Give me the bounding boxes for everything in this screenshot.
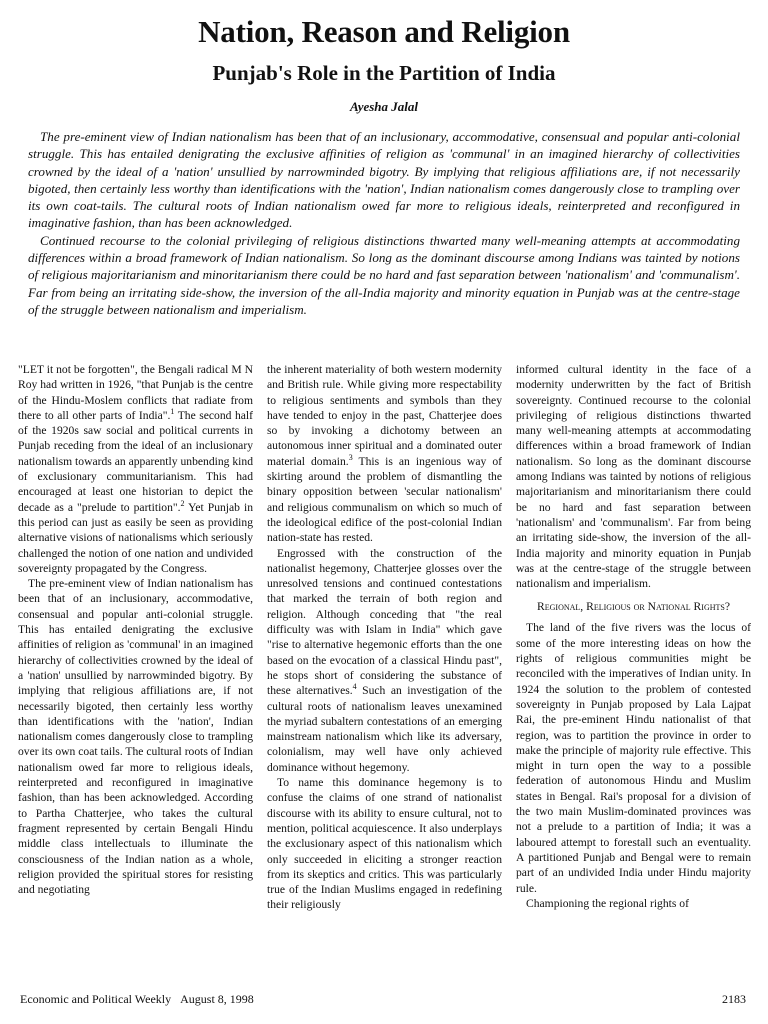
article-subtitle: Punjab's Role in the Partition of India bbox=[212, 61, 556, 85]
footnote-ref[interactable]: 4 bbox=[352, 682, 357, 692]
body-paragraph: The land of the five rivers was the locus of some of the more interesting ideas on how the rights of religious communities might be reconciled with the imperatives of Indian unity. In 1924 the solution to the problem of contested sovereignty in Punjab proposed by Lala Lajpat Rai, the pre-eminent Hindu nationalist of that region, was to partition the province in order to make the principle of majority rule effective. This might in turn open the way to a possible federation of autonomous Hindu and Muslim states in Bengal. Rai's proposal for a division of the two main Muslim-dominated provinces was not a prelude to a partition of India; it was a laboured attempt to forestall such an eventuality. A partitioned Punjab and Bengal were to remain part of an undivided India under Hindu majority rule. bbox=[516, 621, 751, 895]
issue-date: August 8, 1998 bbox=[180, 992, 254, 1006]
body-paragraph: Championing the regional rights of bbox=[526, 896, 689, 910]
column-3 bbox=[516, 362, 751, 976]
column-1 bbox=[18, 362, 253, 976]
body-columns bbox=[18, 362, 752, 976]
abstract-paragraph: Continued recourse to the colonial privileging of religious distinctions thwarted many well-meaning attempts at accommodating differences within a broad framework of Indian nationalism. So long as the dominant discourse among Indians was tainted by notions of religious majoritarianism and minoritarianism there could be no hard and fast separation between 'nationalism' and 'communalism'. Far from being an irritating side-show, the inversion of the all-India majority and minority equation in Punjab was at the centre-stage of the struggle between nationalism and imperialism. bbox=[28, 232, 740, 317]
body-paragraph: the inherent materiality of both western modernity and British rule. While giving more respectability to religious sentiments and symbols than they have tended to enjoy in the past, Chatterjee does so by invoking a dichotomy between an autonomous inner spiritual and a dominated outer material domain.$^3$ This is an ingenious way of skirting around the problem of dismantling the binary opposition between 'secular nationalism' and religious communalism on which so much of the ideological edifice of the post-colonial Indian nation-state has rested. bbox=[267, 363, 502, 545]
footnote-ref[interactable]: 2 bbox=[180, 498, 185, 508]
body-paragraph: Engrossed with the construction of the nationalist hegemony, Chatterjee glosses over the unresolved tensions and continued contestations that marked the terrain of both region and religion. Although conceding that "the real difficulty was with Islam in India" which gave "rise to alternative hegemonic efforts than the one based on the evocation of a classical Hindu past", he stops short of considering the substance of these alternatives.$^4$ Such an investigation of the cultural roots of nationalism leaves unexamined the myriad subaltern contestations of an emerging mainstream nationalism which like its adversary, colonialism, may well have only achieved dominance without hegemony. bbox=[267, 546, 502, 774]
body-paragraph: To name this dominance hegemony is to confuse the claims of one strand of nationalist discourse with its ability to ensure cultural, not to mention, political acquiescence. It also underplays the exclusionary aspect of this nationalism which only succeeded in eliciting a stronger reaction from its skeptics and critics. This was particularly true of the Indian Muslims engaged in redefining their religiously bbox=[267, 776, 502, 912]
body-paragraph: "LET it not be forgotten", the Bengali radical M N Roy had written in 1926, "that Punjab is the centre of the Hindu-Moslem conflicts that radiate from there to all other parts of India".$^1$ The second half of the 1920s saw social and political currents in Punjab receding from the ideal of an inclusionary nationalism towards an apparently unbending kind of exclusionary communitarianism. This had encouraged at least one historian to depict the decade as a "prelude to partition".$^2$ Yet Punjab in this period can just as easily be seen as providing alternative visions of nationalisms which seriously challenged the notion of one nation and undivided sovereignty propagated by the Congress. bbox=[18, 363, 253, 575]
body-paragraph: informed cultural identity in the face of a modernity underwritten by the fact of British sovereignty. Continued recourse to the colonial privileging of religious distinctions thwarted many well-meaning attempts at accommodating differences within a broad framework of Indian nationalism. So long as the dominant discourse among Indians was tainted by notions of religious majoritarianism and minoritarianism there could be no hard and fast separation between 'nationalism' and 'communalism'. Far from being an irritating side-show, the inversion of the all-India majority and minority equation in Punjab was at the centre-stage of the struggle between nationalism and imperialism. bbox=[516, 363, 751, 591]
footnote-ref[interactable]: 3 bbox=[348, 452, 353, 462]
body-paragraph: The pre-eminent view of Indian nationalism has been that of an inclusionary, accommodative, consensual and popular anti-colonial struggle. This has entailed denigrating the exclusive affinities of religion as 'communal' in an imagined hierarchy of collectivities crowned by the ideal of a 'nation' unsullied by narrowminded bigotry. By implying that religious affiliations are, if not necessarily bigoted, then certainly less worthy than identifications with the 'nation', Indian nationalism comes dangerously close to trampling over its own coat tails. The cultural roots of Indian nationalism owed far more to religious ideals, reinterpreted and reconfigured in imaginative fashion, than has been acknowledged. According to Partha Chatterjee, who takes the cultural fragment represented by certain Bengali Hindu middle class intellectuals to illuminate the consciousness of the Indian nation as a whole, religion provided the spiritual stores for resisting and negotiating bbox=[18, 577, 253, 897]
journal-name: Economic and Political Weekly bbox=[20, 992, 172, 1006]
footnote-ref[interactable]: 1 bbox=[170, 407, 175, 417]
author-name: Ayesha Jalal bbox=[349, 99, 418, 114]
page-number: 2183 bbox=[722, 992, 746, 1006]
section-heading: Regional, Religious or National Rights? bbox=[537, 600, 730, 614]
abstract-paragraph: The pre-eminent view of Indian nationalism has been that of an inclusionary, accommodative, consensual and popular anti-colonial struggle. This has entailed denigrating the exclusive affinities of religion as 'communal' in an imagined hierarchy of collectivities crowned by the ideal of a 'nation' unsullied by narrowminded bigotry. By implying that religious affiliations are, if not necessarily bigoted, then certainly less worthy than identifications with the 'nation', Indian nationalism comes dangerously close to trampling over its own coat-tails. The cultural roots of Indian nationalism owed far more to religious ideals, reinterpreted and reconfigured in imaginative fashion, than has been acknowledged. bbox=[28, 129, 740, 231]
column-2 bbox=[267, 362, 502, 976]
footer-journal bbox=[20, 992, 254, 1007]
abstract bbox=[28, 128, 740, 318]
article-title: Nation, Reason and Religion bbox=[198, 14, 570, 49]
